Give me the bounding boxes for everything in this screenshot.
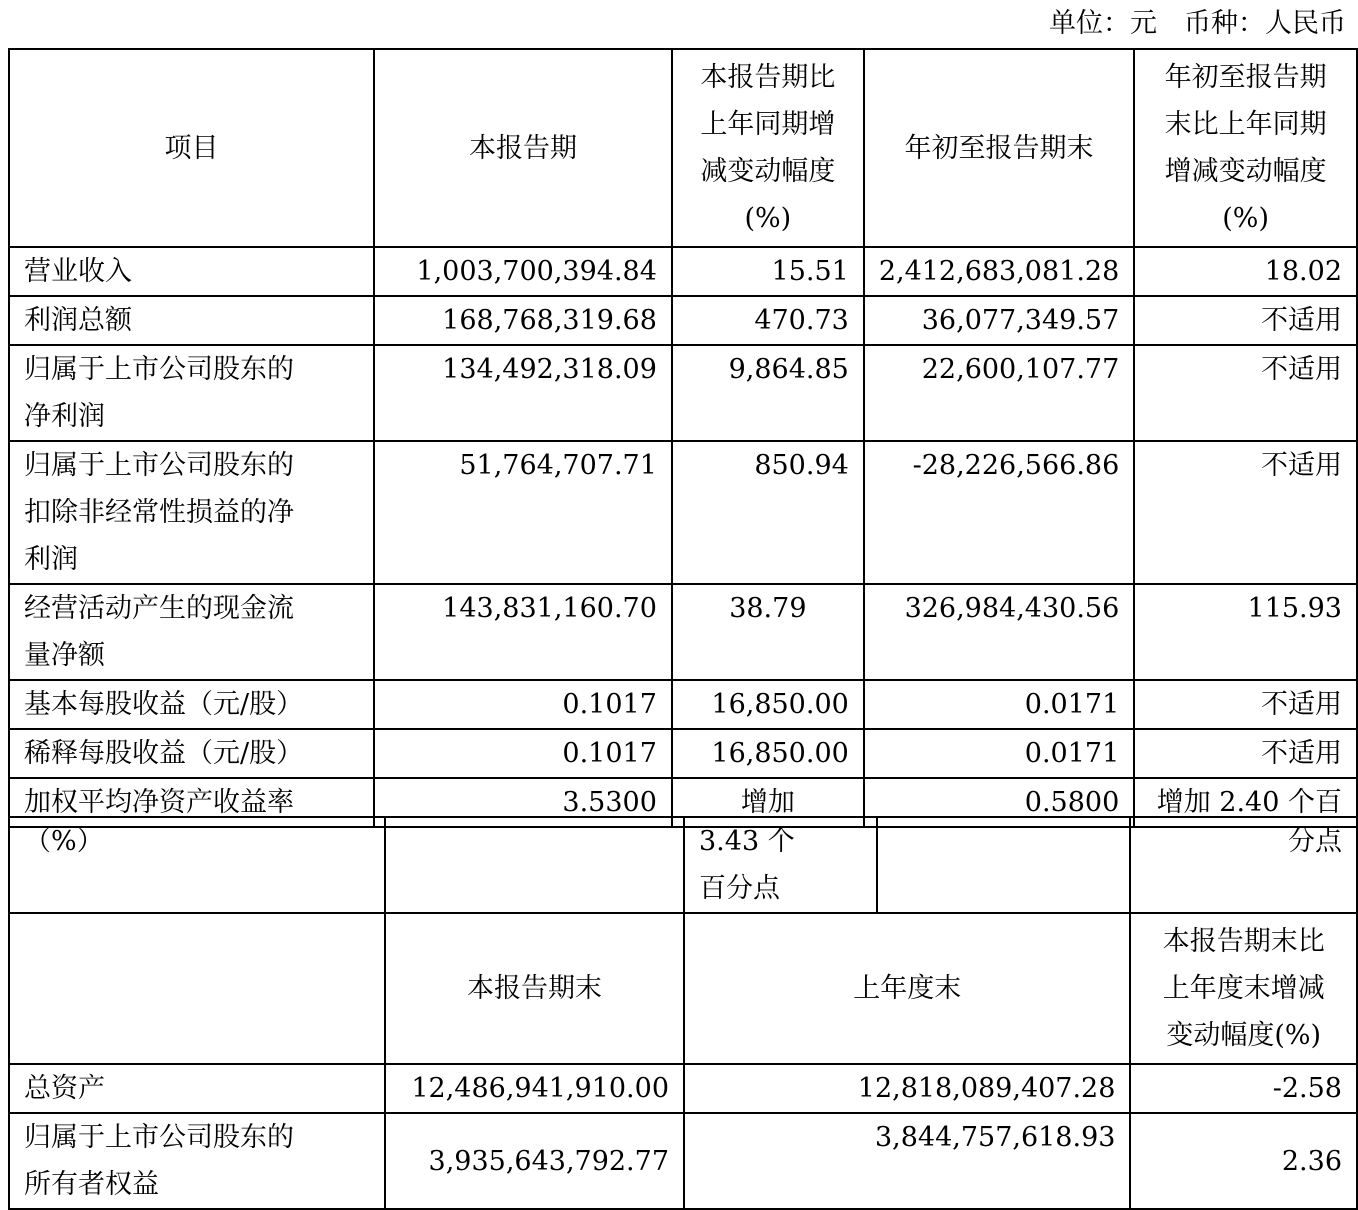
row-label-line: 归属于上市公司股东的 bbox=[24, 354, 294, 385]
cell-last-year-end: 3,844,757,618.93 bbox=[684, 1113, 1130, 1209]
header-last-year-end: 上年度末 bbox=[684, 913, 1130, 1064]
row-label-line: 基本每股收益（元/股） bbox=[24, 689, 304, 720]
table-row bbox=[9, 441, 1357, 584]
row-label-line: 加权平均净资产收益率 bbox=[24, 787, 294, 818]
cell-change-current: 850.94 bbox=[672, 441, 864, 584]
balance-header-empty bbox=[9, 913, 385, 1064]
row-label-line: 利润总额 bbox=[24, 305, 132, 336]
row-label-line: 扣除非经常性损益的净 bbox=[24, 497, 294, 528]
cell-current-period: 51,764,707.71 bbox=[374, 441, 672, 584]
cell-change-ytd: 不适用 bbox=[1134, 296, 1357, 345]
row-label-line: 总资产 bbox=[24, 1073, 105, 1104]
roe-continuation-row bbox=[9, 817, 1357, 913]
cell-ytd: 0.0171 bbox=[864, 680, 1134, 729]
cell-current-period: 143,831,160.70 bbox=[374, 584, 672, 680]
roe-current-empty bbox=[385, 817, 684, 913]
cell-ytd: 36,077,349.57 bbox=[864, 296, 1134, 345]
cell-ytd: 0.0171 bbox=[864, 729, 1134, 778]
cell-period-end: 3,935,643,792.77 bbox=[385, 1113, 684, 1209]
financial-summary-table bbox=[8, 48, 1358, 828]
table-row bbox=[9, 247, 1357, 296]
cell-ytd: 326,984,430.56 bbox=[864, 584, 1134, 680]
row-label-line: 归属于上市公司股东的 bbox=[24, 450, 294, 481]
table-row bbox=[9, 680, 1357, 729]
row-label bbox=[9, 1113, 385, 1209]
roe-ytd-empty bbox=[877, 817, 1131, 913]
table-row bbox=[9, 1064, 1357, 1113]
row-label bbox=[9, 584, 374, 680]
header-item: 项目 bbox=[9, 49, 374, 247]
roe-change-text: 3.43 个 百分点 bbox=[684, 817, 877, 913]
row-label-line: 归属于上市公司股东的 bbox=[24, 1122, 294, 1153]
row-label bbox=[9, 345, 374, 441]
header-current-period: 本报告期 bbox=[374, 49, 672, 247]
cell-current-period: 0.1017 bbox=[374, 729, 672, 778]
cell-ytd: 22,600,107.77 bbox=[864, 345, 1134, 441]
cell-change-current: 9,864.85 bbox=[672, 345, 864, 441]
table-row bbox=[9, 584, 1357, 680]
row-label-line: 量净额 bbox=[24, 640, 105, 671]
cell-change-ytd: 不适用 bbox=[1134, 345, 1357, 441]
unit-currency-note: 单位：元 币种：人民币 bbox=[1049, 8, 1346, 39]
table-row bbox=[9, 296, 1357, 345]
row-label-line: 经营活动产生的现金流 bbox=[24, 593, 294, 624]
roe-change-ytd-text: 分点 bbox=[1130, 817, 1357, 913]
cell-change-ytd: 115.93 bbox=[1134, 584, 1357, 680]
cell-change-ytd: 18.02 bbox=[1134, 247, 1357, 296]
cell-current-period: 3.5300 bbox=[374, 778, 672, 827]
cell-change-ytd: 不适用 bbox=[1134, 441, 1357, 584]
cell-ytd: 2,412,683,081.28 bbox=[864, 247, 1134, 296]
financial-summary-table-continued bbox=[8, 816, 1358, 1210]
row-label bbox=[9, 296, 374, 345]
cell-ytd: 0.5800 bbox=[864, 778, 1134, 827]
roe-unit-label: （%） bbox=[9, 817, 385, 913]
cell-change-ytd: 增加 2.40 个百 bbox=[1134, 778, 1357, 827]
header-ytd: 年初至报告期末 bbox=[864, 49, 1134, 247]
cell-change-ytd: 不适用 bbox=[1134, 680, 1357, 729]
row-label bbox=[9, 1064, 385, 1113]
cell-ytd: -28,226,566.86 bbox=[864, 441, 1134, 584]
cell-current-period: 1,003,700,394.84 bbox=[374, 247, 672, 296]
cell-balance-change: -2.58 bbox=[1130, 1064, 1357, 1113]
cell-change-current: 38.79 bbox=[672, 584, 864, 680]
cell-change-ytd: 不适用 bbox=[1134, 729, 1357, 778]
header-change-current: 本报告期比 上年同期增 减变动幅度 (%) bbox=[672, 49, 864, 247]
cell-current-period: 0.1017 bbox=[374, 680, 672, 729]
cell-current-period: 168,768,319.68 bbox=[374, 296, 672, 345]
table-row bbox=[9, 729, 1357, 778]
cell-change-current: 470.73 bbox=[672, 296, 864, 345]
header-change-ytd: 年初至报告期 末比上年同期 增减变动幅度 (%) bbox=[1134, 49, 1357, 247]
cell-current-period: 134,492,318.09 bbox=[374, 345, 672, 441]
table-row bbox=[9, 1113, 1357, 1209]
cell-change-current: 增加 bbox=[672, 778, 864, 827]
cell-change-current: 16,850.00 bbox=[672, 729, 864, 778]
row-label bbox=[9, 680, 374, 729]
cell-last-year-end: 12,818,089,407.28 bbox=[684, 1064, 1130, 1113]
cell-balance-change: 2.36 bbox=[1130, 1113, 1357, 1209]
cell-period-end: 12,486,941,910.00 bbox=[385, 1064, 684, 1113]
row-label-line: 利润 bbox=[24, 544, 78, 575]
row-label bbox=[9, 441, 374, 584]
header-balance-change: 本报告期末比 上年度末增减 变动幅度(%) bbox=[1130, 913, 1357, 1064]
row-label bbox=[9, 729, 374, 778]
row-label-line: 净利润 bbox=[24, 401, 105, 432]
row-label bbox=[9, 247, 374, 296]
balance-header-row bbox=[9, 913, 1357, 1064]
row-label-line: 营业收入 bbox=[24, 256, 132, 287]
table-row bbox=[9, 345, 1357, 441]
row-label-line: 稀释每股收益（元/股） bbox=[24, 738, 304, 769]
cell-change-current: 15.51 bbox=[672, 247, 864, 296]
table-header-row bbox=[9, 49, 1357, 247]
row-label-line: 所有者权益 bbox=[24, 1169, 159, 1200]
cell-change-current: 16,850.00 bbox=[672, 680, 864, 729]
header-period-end: 本报告期末 bbox=[385, 913, 684, 1064]
